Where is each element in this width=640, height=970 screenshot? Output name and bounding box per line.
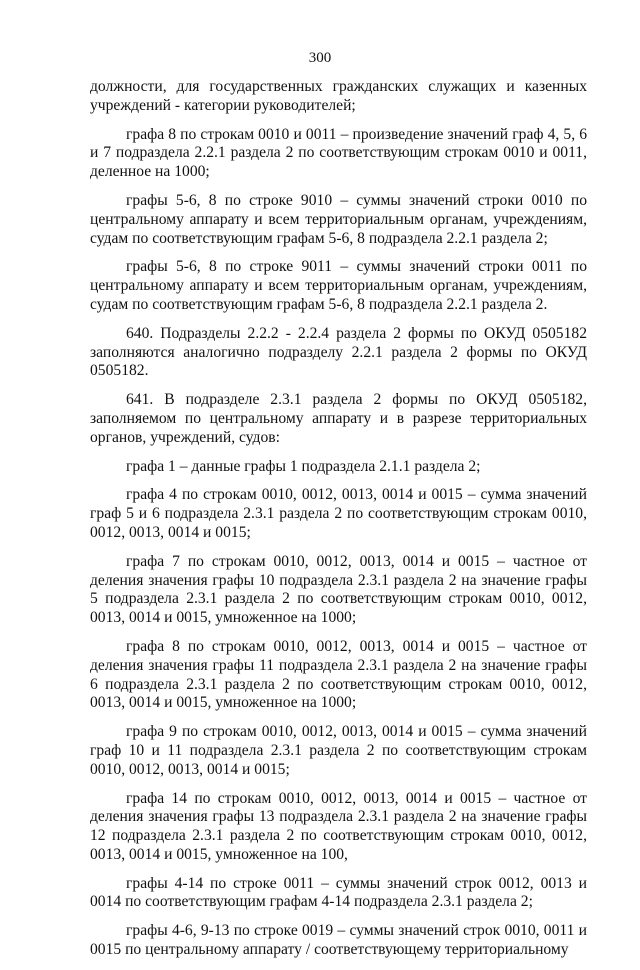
paragraph: графа 7 по строкам 0010, 0012, 0013, 0014 и 0015 – частное от деления значения графы 10 подраздела 2.3.1 раздела 2 на значение графы 5 подраздела 2.3.1 раздела 2 по соответствующим строкам 0010, 0012, 0013, 0014 и 0015, умноженное на 1000; <box>90 552 587 627</box>
page-number: 300 <box>308 50 332 66</box>
paragraph: графа 1 – данные графы 1 подраздела 2.1.1 раздела 2; <box>126 457 481 475</box>
paragraph: графа 8 по строкам 0010, 0012, 0013, 0014 и 0015 – частное от деления значения графы 11 подраздела 2.3.1 раздела 2 на значение графы 6 подраздела 2.3.1 раздела 2 по соответствующим строкам 0010, 0012, 0013, 0014 и 0015, умноженное на 1000; <box>90 637 587 712</box>
paragraph: графы 5-6, 8 по строке 9011 – суммы значений строки 0011 по центральному аппарату и всем территориальным органам, учреждениям, судам по соответствующим графам 5-6, 8 подраздела 2.2.1 раздела 2. <box>90 258 587 313</box>
paragraph: графа 14 по строкам 0010, 0012, 0013, 0014 и 0015 – частное от деления значения графы 13 подраздела 2.3.1 раздела 2 на значение графы 12 подраздела 2.3.1 раздела 2 по соответствующим строкам 0010, 0012, 0013, 0014 и 0015, умноженное на 100, <box>90 789 587 863</box>
body-text <box>90 78 587 970</box>
paragraph: должности, для государственных гражданских служащих и казенных учреждений - категории руководителей; <box>90 78 587 114</box>
paragraph: графы 4-6, 9-13 по строке 0019 – суммы значений строк 0010, 0011 и 0015 по центральному аппарату / соответствующему территориальному <box>90 922 587 959</box>
paragraph: графа 4 по строкам 0010, 0012, 0013, 0014 и 0015 – сумма значений граф 5 и 6 подраздела 2.3.1 раздела 2 по соответствующим строкам 0010, 0012, 0013, 0014 и 0015; <box>90 486 587 541</box>
paragraph: 641. В подразделе 2.3.1 раздела 2 формы по ОКУД 0505182, заполняемом по центральному аппарату и в разрезе территориальных органов, учреждений, судов: <box>90 391 587 446</box>
paragraph: 640. Подразделы 2.2.2 - 2.2.4 раздела 2 формы по ОКУД 0505182 заполняются аналогично подразделу 2.2.1 раздела 2 формы по ОКУД 0505182. <box>90 324 587 380</box>
paragraph: графа 9 по строкам 0010, 0012, 0013, 0014 и 0015 – сумма значений граф 10 и 11 подраздела 2.3.1 раздела 2 по соответствующим строкам 0010, 0012, 0013, 0014 и 0015; <box>90 723 587 778</box>
paragraph: графы 5-6, 8 по строке 9010 – суммы значений строки 0010 по центральному аппарату и всем территориальным органам, учреждениям, судам по соответствующим графам 5-6, 8 подраздела 2.2.1 раздела 2; <box>90 191 587 247</box>
paragraph: графы 4-14 по строке 0011 – суммы значений строк 0012, 0013 и 0014 по соответствующим графам 4-14 подраздела 2.3.1 раздела 2; <box>90 874 587 911</box>
paragraph: графа 8 по строкам 0010 и 0011 – произведение значений граф 4, 5, 6 и 7 подраздела 2.2.1 раздела 2 по соответствующим строкам 0010 и 0011, деленное на 1000; <box>90 125 587 181</box>
